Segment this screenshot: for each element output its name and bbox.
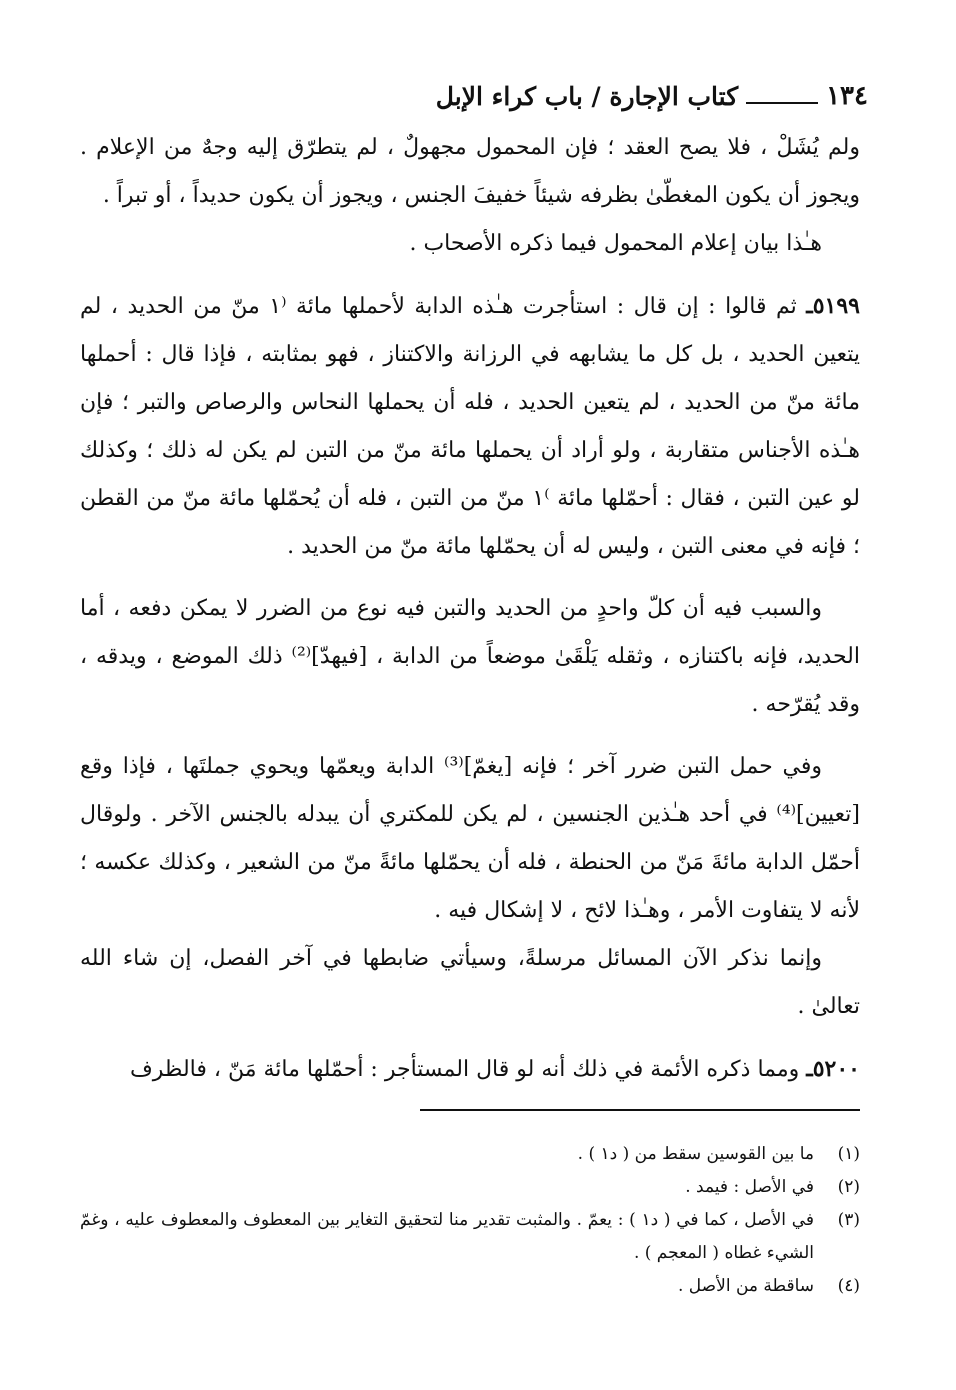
paragraph-text: ومما ذكره الأئمة في ذلك أنه لو قال المستأجر : أحمّلها مائة مَنّ ، فالظرف	[129, 1057, 800, 1082]
page-header	[80, 76, 868, 116]
footnote-mark: (٣)	[837, 1210, 860, 1230]
footnote-text: في الأصل : فيمد .	[685, 1177, 814, 1197]
footnote-rule	[420, 1109, 860, 1111]
body-text	[80, 124, 860, 1094]
paragraph	[80, 585, 860, 729]
footnote	[80, 1171, 860, 1204]
paragraph	[80, 743, 860, 935]
paragraph-text: هـٰذا بيان إعلام المحمول فيما ذكره الأصحاب .	[409, 231, 822, 256]
footnote-mark: (٢)	[837, 1177, 860, 1197]
issue-number: ٥١٩٩ـ	[806, 293, 860, 319]
paragraph	[80, 935, 860, 1031]
footnote-text: في الأصل ، كما في ( د١ ) : يعمّ . والمثبت تقدير منا لتحقيق التغاير بين المعطوف والمعطوف عليه ، وغمّ الشيء غطاه ( المعجم ) .	[80, 1210, 814, 1263]
paragraph	[80, 124, 860, 220]
paragraph	[80, 220, 860, 268]
numbered-paragraph	[80, 1045, 860, 1094]
numbered-paragraph	[80, 282, 860, 571]
running-title: كتاب الإجارة / باب كراء الإبل	[435, 81, 739, 111]
footnote-mark: (١)	[837, 1144, 860, 1164]
paragraph-text: والسبب فيه أن كلّ واحدٍ من الحديد والتبن فيه نوع من الضرر لا يمكن دفعه ، أما الحديد، فإنه باكتنازه ، وثقله يَلْقَىٰ موضعاً من الدابة ، [فيهدّ]⁽²⁾ ذلك الموضع ، ويدقه ، وقد يُقرّحه .	[80, 596, 860, 717]
footnote	[80, 1138, 860, 1171]
paragraph-text: وإنما نذكر الآن المسائل مرسلةً، وسيأتي ضابطها في آخر الفصل، إن شاء الله تعالىٰ .	[80, 946, 860, 1019]
header-rule	[746, 102, 818, 104]
footnote	[80, 1270, 860, 1303]
footnote-mark: (٤)	[837, 1276, 860, 1296]
footnote-text: ساقطة من الأصل .	[678, 1276, 814, 1296]
footnotes	[80, 1138, 860, 1303]
page-number: ١٣٤	[826, 81, 868, 111]
issue-number: ٥٢٠٠ـ	[806, 1056, 860, 1082]
footnote-text: ما بين القوسين سقط من ( د١ ) .	[577, 1144, 814, 1164]
paragraph-text: ثم قالوا : إن قال : استأجرت هـٰذه الدابة لأحملها مائة ⁽١ منّ من الحديد ، لم يتعين الحديد ، بل كل ما يشابهه في الرزانة والاكتناز ، فهو بمثابته ، فإذا قال : أحملها مائة منّ من الحديد ، لم يتعين الحديد ، فله أن يحملها النحاس والرصاص والتبر ؛ فإن هـٰذه الأجناس متقاربة ، ولو أراد أن يحملها مائة منّ من التبن لم يكن له ذلك ؛ وكذلك لو عين التبن ، فقال : أحمّلها مائة ⁾١ منّ من التبن ، فله أن يُحمّلها مائة منّ من القطن ؛ فإنه في معنى التبن ، وليس له أن يحمّلها مائة منّ من الحديد .	[80, 294, 860, 559]
paragraph-text: وفي حمل التبن ضرر آخر ؛ فإنه [يغمّ]⁽³⁾ الدابة ويعمّها ويحوي جملتَها ، فإذا وقع [تعيين]⁽⁴⁾ في أحد هـٰذين الجنسين ، لم يكن للمكتري أن يبدله بالجنس الآخر . ولوقال أحمّل الدابة مائةَ مَنّ من الحنطة ، فله أن يحمّلها مائةً منّ من الشعير ، وكذلك عكسه ؛ لأنه لا يتفاوت الأمر ، وهـٰذا لائح ، لا إشكال فيه .	[80, 754, 860, 923]
paragraph-text: ولم يُشَلْ ، فلا يصح العقد ؛ فإن المحمول مجهولٌ ، لم يتطرّق إليه وجهٌ من الإعلام . ويجوز أن يكون المغطّىٰ بظرفه شيئاً خفيفَ الجنس ، ويجوز أن يكون حديداً ، أو تبراً .	[80, 135, 860, 208]
footnote	[80, 1204, 860, 1270]
